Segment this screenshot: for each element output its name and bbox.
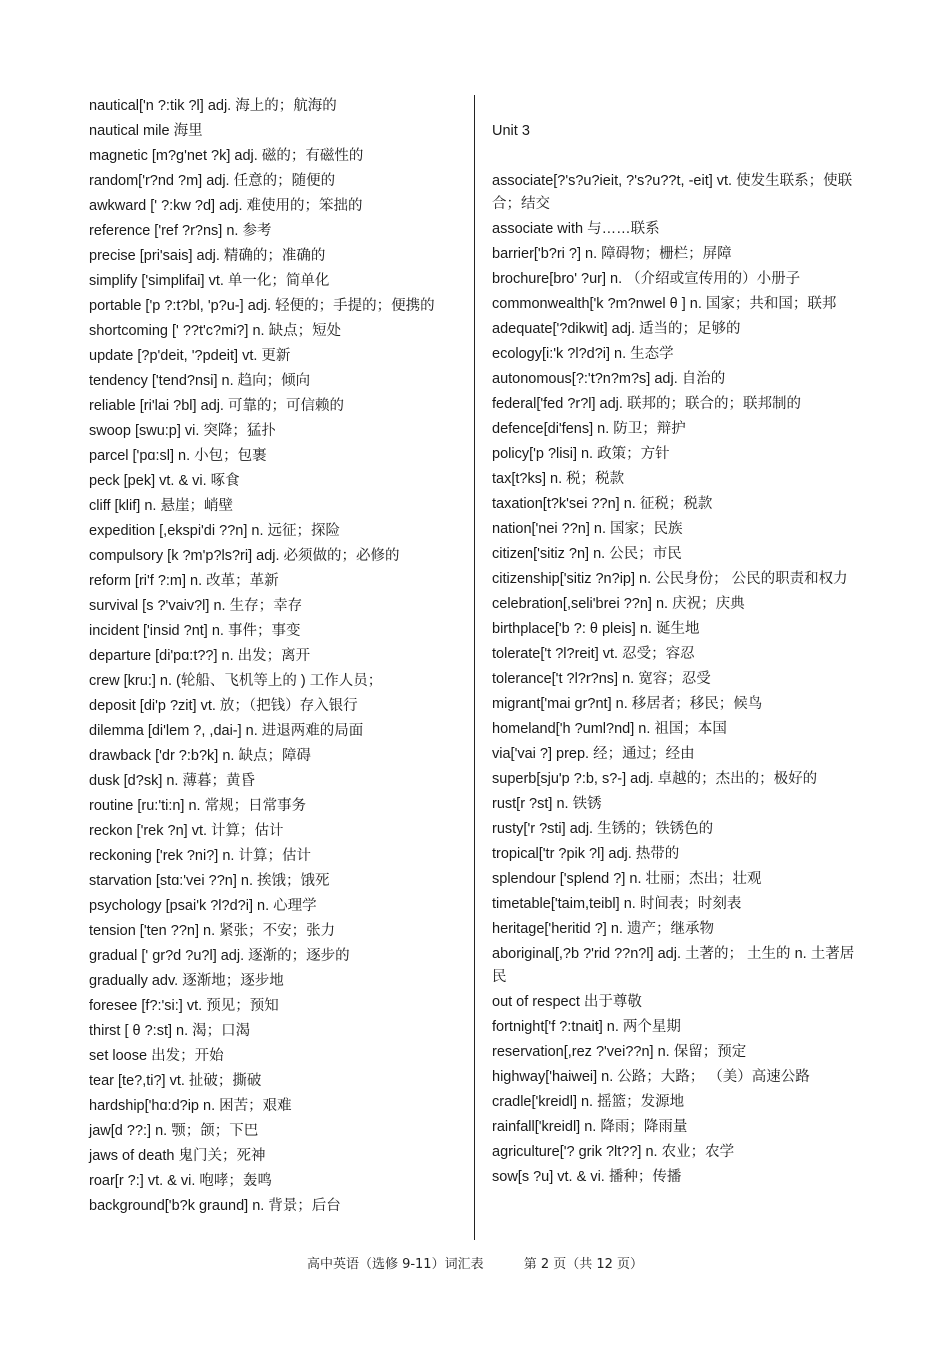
vocab-entry: commonwealth['k ?m?nwel θ ] n. 国家；共和国；联邦: [492, 296, 837, 312]
vocab-entry: jaw[d ??:] n. 颚；颌；下巴: [89, 1123, 259, 1139]
footer-title: 高中英语（选修 9-11）词汇表: [306, 1257, 484, 1272]
vocab-entry: reform [ri'f ?:m] n. 改革；革新: [89, 573, 279, 589]
vocab-entry: nautical mile 海里: [89, 123, 203, 139]
vocab-entry: starvation [stɑ:'vei ??n] n. 挨饿；饿死: [89, 873, 330, 889]
vocab-entry: barrier['b?ri ?] n. 障碍物；栅栏；屏障: [492, 246, 732, 262]
vocab-entry: tax[t?ks] n. 税；税款: [492, 471, 625, 487]
vocab-entry: adequate['?dikwit] adj. 适当的；足够的: [492, 321, 741, 337]
vocab-entry: deposit [di'p ?zit] vt. 放；（把钱）存入银行: [89, 698, 358, 714]
blank-line: [492, 145, 864, 168]
vocab-entry: background['b?k ɡraund] n. 背景；后台: [89, 1198, 341, 1214]
vocab-entry: expedition [,ekspi'di ??n] n. 远征；探险: [89, 523, 340, 539]
vocab-entry: migrant['mai ɡr?nt] n. 移居者；移民；候鸟: [492, 696, 763, 712]
vocab-entry: thirst [ θ ?:st] n. 渴；口渴: [89, 1023, 251, 1039]
vocab-entry: reckon ['rek ?n] vt. 计算；估计: [89, 823, 284, 839]
vocab-entry: reference ['ref ?r?ns] n. 参考: [89, 223, 272, 239]
vocab-entry: aboriginal[,?b ?'rid ??n?l] adj. 土著的； 土生的 n. 土著居民: [492, 946, 855, 985]
vocab-entry: tendency ['tend?nsi] n. 趋向；倾向: [89, 373, 311, 389]
page-footer: [0, 1253, 950, 1272]
footer-page-number: 第 2 页（共 12 页）: [523, 1257, 644, 1272]
vocab-entry: hardship['hɑ:d?ip n. 困苦；艰难: [89, 1098, 292, 1114]
vocab-entry: federal['fed ?r?l] adj. 联邦的；联合的；联邦制的: [492, 396, 801, 412]
vocab-entry: routine [ru:'ti:n] n. 常规；日常事务: [89, 798, 307, 814]
vocab-entry: tropical['tr ?pik ?l] adj. 热带的: [492, 846, 680, 862]
vocab-entry: highway['haiwei] n. 公路；大路； （美）高速公路: [492, 1069, 810, 1085]
vocab-entry: parcel ['pɑ:sl] n. 小包；包裹: [89, 448, 267, 464]
vocab-entry: dilemma [di'lem ?, ,dai-] n. 进退两难的局面: [89, 723, 364, 739]
vocab-entry: tolerate['t ?l?reit] vt. 忍受；容忍: [492, 646, 695, 662]
vocab-entry: survival [s ?'vaiv?l] n. 生存；幸存: [89, 598, 303, 614]
vocab-entry: gradual [' ɡr?d ?u?l] adj. 逐渐的；逐步的: [89, 948, 350, 964]
vocab-entry: drawback ['dr ?:b?k] n. 缺点；障碍: [89, 748, 311, 764]
vocab-entry: foresee [f?:'si:] vt. 预见；预知: [89, 998, 279, 1014]
vocab-entry: cliff [klif] n. 悬崖；峭壁: [89, 498, 233, 514]
vocab-entry: reservation[,rez ?'vei??n] n. 保留；预定: [492, 1044, 747, 1060]
vocab-entry: awkward [' ?:kw ?d] adj. 难使用的；笨拙的: [89, 198, 363, 214]
vocab-entry: departure [di'pɑ:t??] n. 出发；离开: [89, 648, 311, 664]
vocab-entry: birthplace['b ?: θ pleis] n. 诞生地: [492, 621, 700, 637]
vocab-entry: out of respect 出于尊敬: [492, 994, 642, 1010]
vocab-entry: policy['p ?lisi] n. 政策；方针: [492, 446, 670, 462]
vocab-entry: cradle['kreidl] n. 摇篮；发源地: [492, 1094, 685, 1110]
vocab-entry: sow[s ?u] vt. & vi. 播种；传播: [492, 1169, 682, 1185]
vocab-entry: tension ['ten ??n] n. 紧张；不安；张力: [89, 923, 336, 939]
vocab-entry: incident ['insid ?nt] n. 事件；事变: [89, 623, 301, 639]
vocab-entry: via['vai ?] prep. 经；通过；经由: [492, 746, 695, 762]
vocab-entry: roar[r ?:] vt. & vi. 咆哮；轰鸣: [89, 1173, 272, 1189]
vocab-entry: taxation[t?k'sei ??n] n. 征税；税款: [492, 496, 713, 512]
vocab-entry: jaws of death 鬼门关；死神: [89, 1148, 266, 1164]
vocab-entry: timetable['taim,teibl] n. 时间表；时刻表: [492, 896, 742, 912]
vocab-entry: associate[?'s?u?ieit, ?'s?u??t, -eit] vt. 使发生联系；使联合；结交: [492, 173, 853, 212]
vocab-entry: gradually adv. 逐渐地；逐步地: [89, 973, 284, 989]
vocab-entry: Unit 3: [492, 123, 530, 139]
vocab-entry: tolerance['t ?l?r?ns] n. 宽容；忍受: [492, 671, 711, 687]
vocab-entry: reliable [ri'lai ?bl] adj. 可靠的；可信赖的: [89, 398, 344, 414]
vocab-entry: citizenship['sitiz ?n?ip] n. 公民身份； 公民的职责和权力: [492, 571, 848, 587]
vocab-entry: random['r?nd ?m] adj. 任意的；随便的: [89, 173, 336, 189]
vocab-entry: precise [pri'sais] adj. 精确的；准确的: [89, 248, 326, 264]
vocab-entry: splendour ['splend ?] n. 壮丽；杰出；壮观: [492, 871, 762, 887]
vocab-entry: rusty['r ?sti] adj. 生锈的；铁锈色的: [492, 821, 714, 837]
vocab-entry: peck [pek] vt. & vi. 啄食: [89, 473, 240, 489]
vocab-entry: nation['nei ??n] n. 国家；民族: [492, 521, 683, 537]
vocab-entry: swoop [swu:p] vi. 突降；猛扑: [89, 423, 276, 439]
column-divider: [474, 95, 475, 1240]
vocab-entry: homeland['h ?uml?nd] n. 祖国；本国: [492, 721, 727, 737]
vocab-entry: update [?p'deit, '?pdeit] vt. 更新: [89, 348, 291, 364]
vocab-entry: simplify ['simplifai] vt. 单一化；简单化: [89, 273, 330, 289]
vocab-entry: dusk [d?sk] n. 薄暮；黄昏: [89, 773, 255, 789]
vocab-entry: compulsory [k ?m'p?ls?ri] adj. 必须做的；必修的: [89, 548, 400, 564]
vocab-entry: citizen['sitiz ?n] n. 公民；市民: [492, 546, 682, 562]
vocab-entry: heritage['heritid ?] n. 遗产；继承物: [492, 921, 714, 937]
vocab-entry: magnetic [m?g'net ?k] adj. 磁的；有磁性的: [89, 148, 364, 164]
left-vocabulary-column: [89, 95, 451, 1220]
vocab-entry: superb[sju'p ?:b, s?-] adj. 卓越的；杰出的；极好的: [492, 771, 818, 787]
vocab-entry: defence[di'fens] n. 防卫；辩护: [492, 421, 686, 437]
vocab-entry: tear [te?,ti?] vt. 扯破；撕破: [89, 1073, 262, 1089]
vocab-entry: celebration[,seli'brei ??n] n. 庆祝；庆典: [492, 596, 745, 612]
vocab-entry: crew [kru:] n. (轮船、飞机等上的 ) 工作人员；: [89, 673, 383, 689]
vocab-entry: associate with 与……联系: [492, 221, 660, 237]
vocab-entry: portable ['p ?:t?bl, 'p?u-] adj. 轻便的；手提的；便携的: [89, 298, 435, 314]
vocab-entry: psychology [psai'k ?l?d?i] n. 心理学: [89, 898, 317, 914]
right-vocabulary-column: [492, 95, 864, 1191]
vocab-entry: nautical['n ?:tik ?l] adj. 海上的；航海的: [89, 98, 337, 114]
blank-line: [492, 95, 864, 118]
vocab-entry: agriculture['? grik ?lt??] n. 农业；农学: [492, 1144, 735, 1160]
vocab-entry: rust[r ?st] n. 铁锈: [492, 796, 602, 812]
vocab-entry: reckoning ['rek ?ni?] n. 计算；估计: [89, 848, 311, 864]
vocab-entry: fortnight['f ?:tnait] n. 两个星期: [492, 1019, 681, 1035]
vocab-entry: set loose 出发；开始: [89, 1048, 224, 1064]
vocab-entry: autonomous[?:'t?n?m?s] adj. 自治的: [492, 371, 726, 387]
vocab-entry: ecology[i:'k ?l?d?i] n. 生态学: [492, 346, 674, 362]
vocab-entry: brochure[bro' ?ur] n. （介绍或宣传用的）小册子: [492, 271, 801, 287]
vocab-entry: shortcoming [' ??t'c?mi?] n. 缺点；短处: [89, 323, 342, 339]
vocab-entry: rainfall['kreidl] n. 降雨；降雨量: [492, 1119, 688, 1135]
